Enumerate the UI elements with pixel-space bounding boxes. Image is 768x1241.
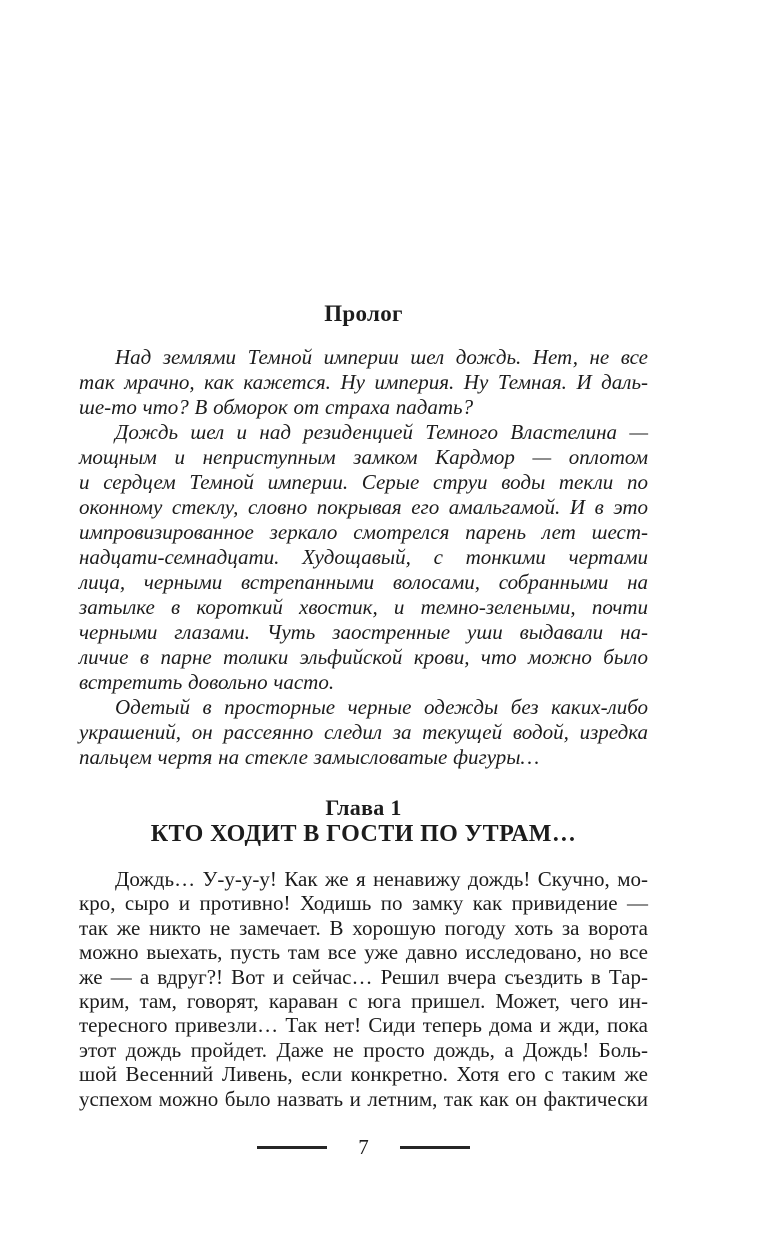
paragraph (79, 867, 648, 1111)
footer-rule-right (400, 1146, 470, 1149)
paragraph (79, 695, 648, 770)
text-line: Дождь… У-у-у-у! Как же я ненавижу дождь! Скучно, мо- (115, 867, 648, 891)
text-line: лица, черными встрепанными волосами, собранными на (79, 570, 648, 594)
text-line: можно выехать, пусть там все уже давно исследовано, но все (79, 940, 648, 965)
text-line: успехом можно было назвать и летним, так как он фактически (79, 1086, 648, 1111)
text-line: пальцем чертя на стекле замысловатые фигуры… (79, 745, 540, 769)
text-line: Одетый в просторные черные одежды без каких-либо (115, 695, 648, 719)
text-line: затылке в короткий хвостик, и темно-зелеными, почти (79, 595, 648, 619)
text-line: черными глазами. Чуть заостренные уши выдавали на- (79, 620, 648, 644)
text-line: шой Весенний Ливень, если конкретно. Хотя его с таким же (79, 1062, 648, 1087)
text-line: Дождь шел и над резиденцией Темного Властелина — (115, 420, 648, 444)
chapter-number: Глава 1 (325, 795, 402, 820)
text-line: так же никто не замечает. В хорошую погоду хоть за ворота (79, 915, 648, 940)
text-line: кро, сыро и противно! Ходишь по замку как привидение — (79, 891, 648, 916)
prologue-heading: Пролог (324, 301, 403, 326)
footer-rule-left (257, 1146, 327, 1149)
page-number: 7 (358, 1135, 369, 1159)
text-line: так мрачно, как кажется. Ну империя. Ну Темная. И даль- (79, 370, 648, 394)
text-line: Над землями Темной империи шел дождь. Нет, не все (115, 345, 648, 369)
text-line: встретить довольно часто. (79, 670, 335, 694)
text-line: тересного привезли… Так нет! Сиди теперь дома и жди, пока (79, 1013, 648, 1038)
chapter-heading (79, 794, 648, 848)
prologue-body (79, 345, 648, 770)
text-line: надцати-семнадцати. Худощавый, с тонкими чертами (79, 545, 648, 569)
page-footer (79, 1131, 648, 1163)
text-line: мощным и неприступным замком Кардмор — оплотом (79, 445, 648, 469)
text-line: же — а вдруг?! Вот и сейчас… Решил вчера съездить в Тар- (79, 964, 648, 989)
paragraph (79, 420, 648, 695)
text-line: и сердцем Темной империи. Серые струи воды текли по (79, 470, 648, 494)
text-line: личие в парне толики эльфийской крови, что можно было (79, 645, 648, 669)
text-line: ше-то что? В обморок от страха падать? (79, 395, 474, 419)
text-line: крим, там, говорят, караван с юга пришел. Может, чего ин- (79, 988, 648, 1013)
text-line: этот дождь пройдет. Даже не просто дождь, а Дождь! Боль- (79, 1037, 648, 1062)
text-line: оконному стеклу, словно покрывая его амальгамой. И в это (79, 495, 648, 519)
text-line: импровизированное зеркало смотрелся парень лет шест- (79, 520, 648, 544)
text-line: украшений, он рассеянно следил за текущей водой, изредка (79, 720, 648, 744)
paragraph (79, 345, 648, 420)
chapter-name: КТО ХОДИТ В ГОСТИ ПО УТРАМ… (150, 821, 577, 847)
chapter-body (79, 867, 648, 1111)
